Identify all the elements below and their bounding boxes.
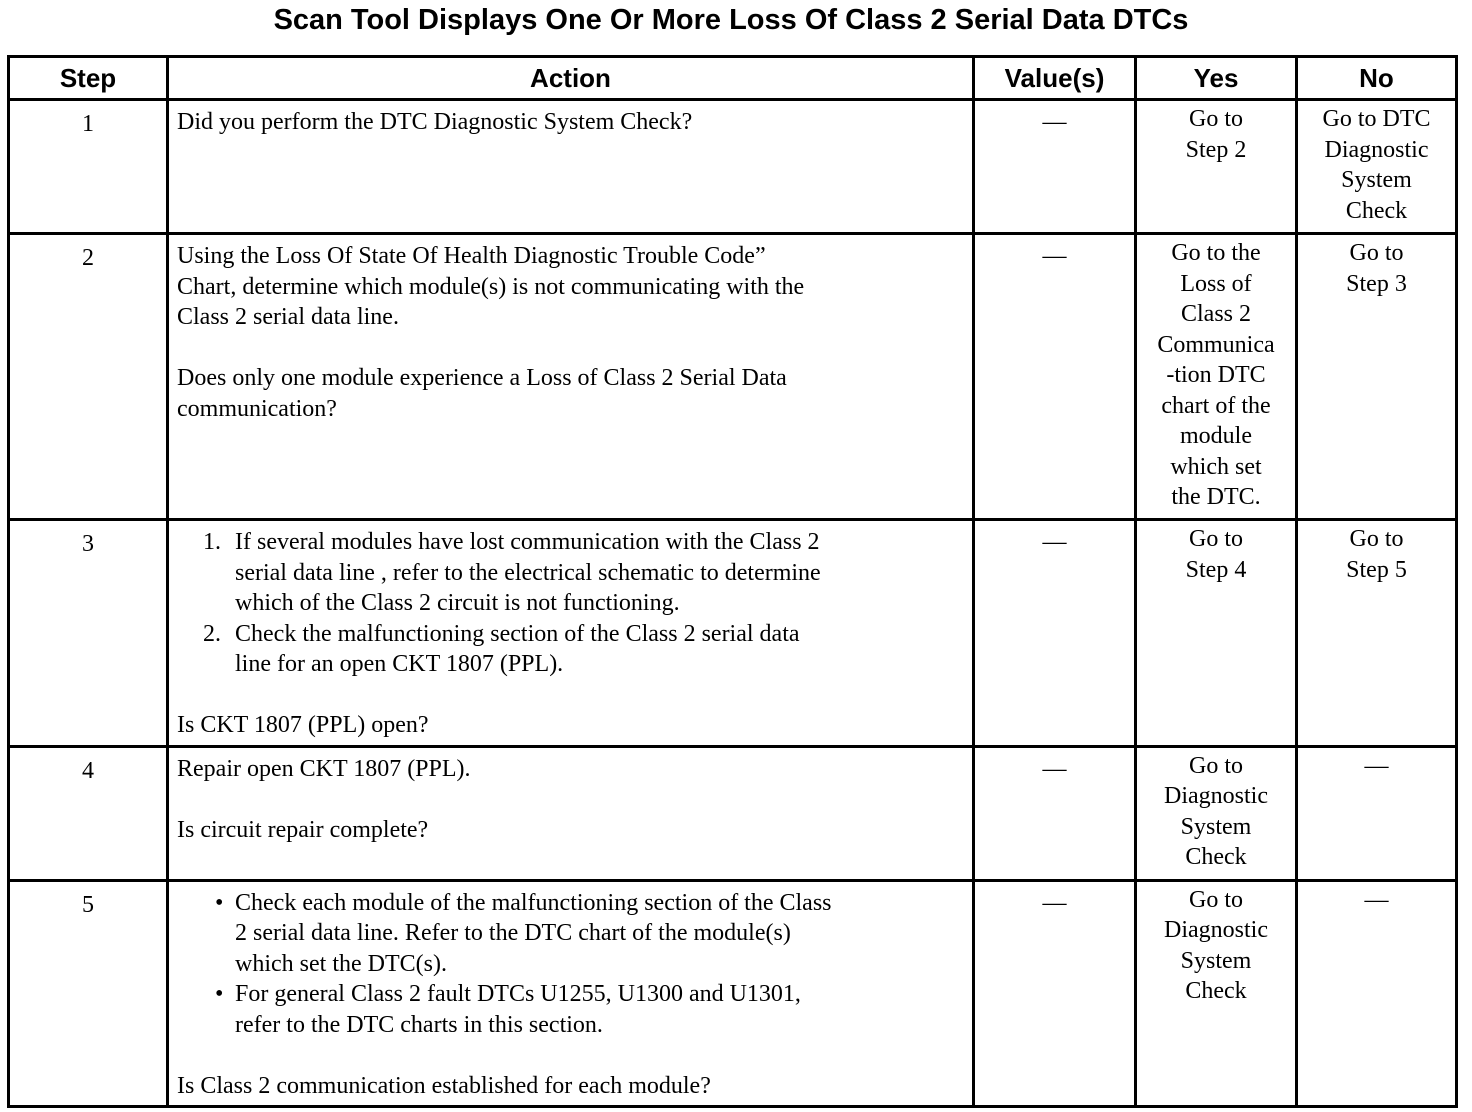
column-header-values: Value(s) bbox=[974, 57, 1136, 100]
list-line: refer to the DTC charts in this section. bbox=[235, 1011, 603, 1038]
step-number: 4 bbox=[9, 746, 168, 880]
yes-cell bbox=[1136, 746, 1297, 880]
no-line: Go to DTC bbox=[1322, 106, 1431, 132]
list-item bbox=[177, 888, 964, 980]
yes-line: Diagnostic bbox=[1164, 783, 1268, 809]
step-number: 5 bbox=[9, 880, 168, 1107]
action-cell bbox=[168, 234, 974, 520]
bullet-marker: • bbox=[215, 981, 224, 1007]
yes-line: Go to bbox=[1189, 886, 1243, 913]
yes-line: -tion DTC bbox=[1166, 362, 1266, 388]
list-line: 2 serial data line. Refer to the DTC chart of the module(s) bbox=[235, 920, 791, 946]
yes-line: Go to the bbox=[1171, 240, 1261, 266]
list-line: serial data line , refer to the electrical schematic to determine bbox=[235, 559, 821, 586]
value-cell: — bbox=[974, 100, 1136, 234]
yes-line: Step 2 bbox=[1185, 136, 1247, 163]
table-row-step-3 bbox=[9, 520, 1457, 747]
yes-line: Go to bbox=[1189, 526, 1243, 552]
yes-line: which set bbox=[1170, 453, 1262, 480]
table-row-step-2 bbox=[9, 234, 1457, 520]
yes-cell bbox=[1136, 880, 1297, 1107]
yes-line: Step 4 bbox=[1185, 556, 1247, 583]
yes-line: Check bbox=[1185, 978, 1247, 1004]
step-number: 1 bbox=[9, 100, 168, 234]
list-marker: 2. bbox=[203, 620, 221, 647]
action-line: Using the Loss Of State Of Health Diagnostic Trouble Code” bbox=[177, 243, 766, 269]
list-line: Check each module of the malfunctioning section of the Class bbox=[235, 889, 832, 916]
list-line: Check the malfunctioning section of the Class 2 serial data bbox=[235, 620, 800, 647]
yes-line: System bbox=[1180, 813, 1252, 840]
list-line: which of the Class 2 circuit is not functioning. bbox=[235, 590, 680, 616]
no-line: Go to bbox=[1349, 526, 1404, 552]
yes-cell bbox=[1136, 234, 1297, 520]
action-line: Chart, determine which module(s) is not communicating with the bbox=[177, 273, 805, 300]
no-line: System bbox=[1341, 167, 1412, 193]
value-cell: — bbox=[974, 880, 1136, 1107]
table-header-row bbox=[9, 57, 1457, 100]
question-line: Is Class 2 communication established for each module? bbox=[177, 1072, 711, 1099]
yes-cell bbox=[1136, 100, 1297, 234]
diagnostic-table bbox=[7, 55, 1458, 1108]
list-marker: 1. bbox=[203, 529, 221, 555]
no-line: Check bbox=[1345, 197, 1408, 224]
bullet-marker: • bbox=[215, 889, 224, 916]
action-cell bbox=[168, 880, 974, 1107]
action-text: Did you perform the DTC Diagnostic System Check? bbox=[177, 109, 693, 135]
no-cell bbox=[1297, 234, 1457, 520]
column-header-yes: Yes bbox=[1136, 57, 1297, 100]
action-line: Class 2 serial data line. bbox=[177, 304, 399, 330]
step-number: 3 bbox=[9, 520, 168, 747]
yes-line: System bbox=[1180, 947, 1252, 974]
yes-line: module bbox=[1180, 423, 1252, 449]
question-line: communication? bbox=[177, 395, 337, 422]
yes-line: Diagnostic bbox=[1164, 917, 1268, 943]
value-cell: — bbox=[974, 746, 1136, 880]
question-line: Is circuit repair complete? bbox=[177, 816, 429, 843]
yes-line: Class 2 bbox=[1180, 301, 1251, 327]
no-cell bbox=[1297, 100, 1457, 234]
list-line: If several modules have lost communication with the Class 2 bbox=[235, 529, 820, 555]
table-row-step-4 bbox=[9, 746, 1457, 880]
value-cell: — bbox=[974, 234, 1136, 520]
no-line: Step 5 bbox=[1346, 556, 1407, 583]
no-cell: — bbox=[1297, 880, 1457, 1107]
yes-line: Go to bbox=[1189, 752, 1243, 779]
value-cell: — bbox=[974, 520, 1136, 747]
table-row-step-5 bbox=[9, 880, 1457, 1107]
no-cell bbox=[1297, 520, 1457, 747]
table-row-step-1 bbox=[9, 100, 1457, 234]
list-line: For general Class 2 fault DTCs U1255, U1300 and U1301, bbox=[235, 981, 801, 1007]
no-line: Go to bbox=[1349, 240, 1404, 266]
question-line: Is CKT 1807 (PPL) open? bbox=[177, 712, 429, 738]
yes-line: the DTC. bbox=[1171, 484, 1261, 510]
list-line: which set the DTC(s). bbox=[235, 950, 447, 977]
action-cell bbox=[168, 100, 974, 234]
yes-line: Go to bbox=[1189, 106, 1243, 132]
action-text: Repair open CKT 1807 (PPL). bbox=[177, 755, 471, 782]
step-number: 2 bbox=[9, 234, 168, 520]
no-line: Step 3 bbox=[1346, 270, 1407, 297]
column-header-action: Action bbox=[168, 57, 974, 100]
yes-line: chart of the bbox=[1161, 392, 1271, 419]
yes-line: Communica bbox=[1157, 331, 1275, 358]
bullet-list bbox=[177, 888, 964, 1041]
no-cell: — bbox=[1297, 746, 1457, 880]
action-cell bbox=[168, 520, 974, 747]
column-header-no: No bbox=[1297, 57, 1457, 100]
yes-cell bbox=[1136, 520, 1297, 747]
column-header-step: Step bbox=[9, 57, 168, 100]
numbered-list bbox=[177, 527, 964, 680]
page-title: Scan Tool Displays One Or More Loss Of Class 2 Serial Data DTCs bbox=[273, 4, 1189, 36]
question-line: Does only one module experience a Loss of Class 2 Serial Data bbox=[177, 365, 787, 391]
list-item bbox=[177, 979, 964, 1040]
yes-line: Loss of bbox=[1180, 270, 1252, 297]
yes-line: Check bbox=[1185, 844, 1247, 870]
list-item bbox=[177, 527, 964, 619]
list-line: line for an open CKT 1807 (PPL). bbox=[235, 651, 564, 677]
no-line: Diagnostic bbox=[1324, 136, 1429, 163]
action-cell bbox=[168, 746, 974, 880]
list-item bbox=[177, 619, 964, 680]
